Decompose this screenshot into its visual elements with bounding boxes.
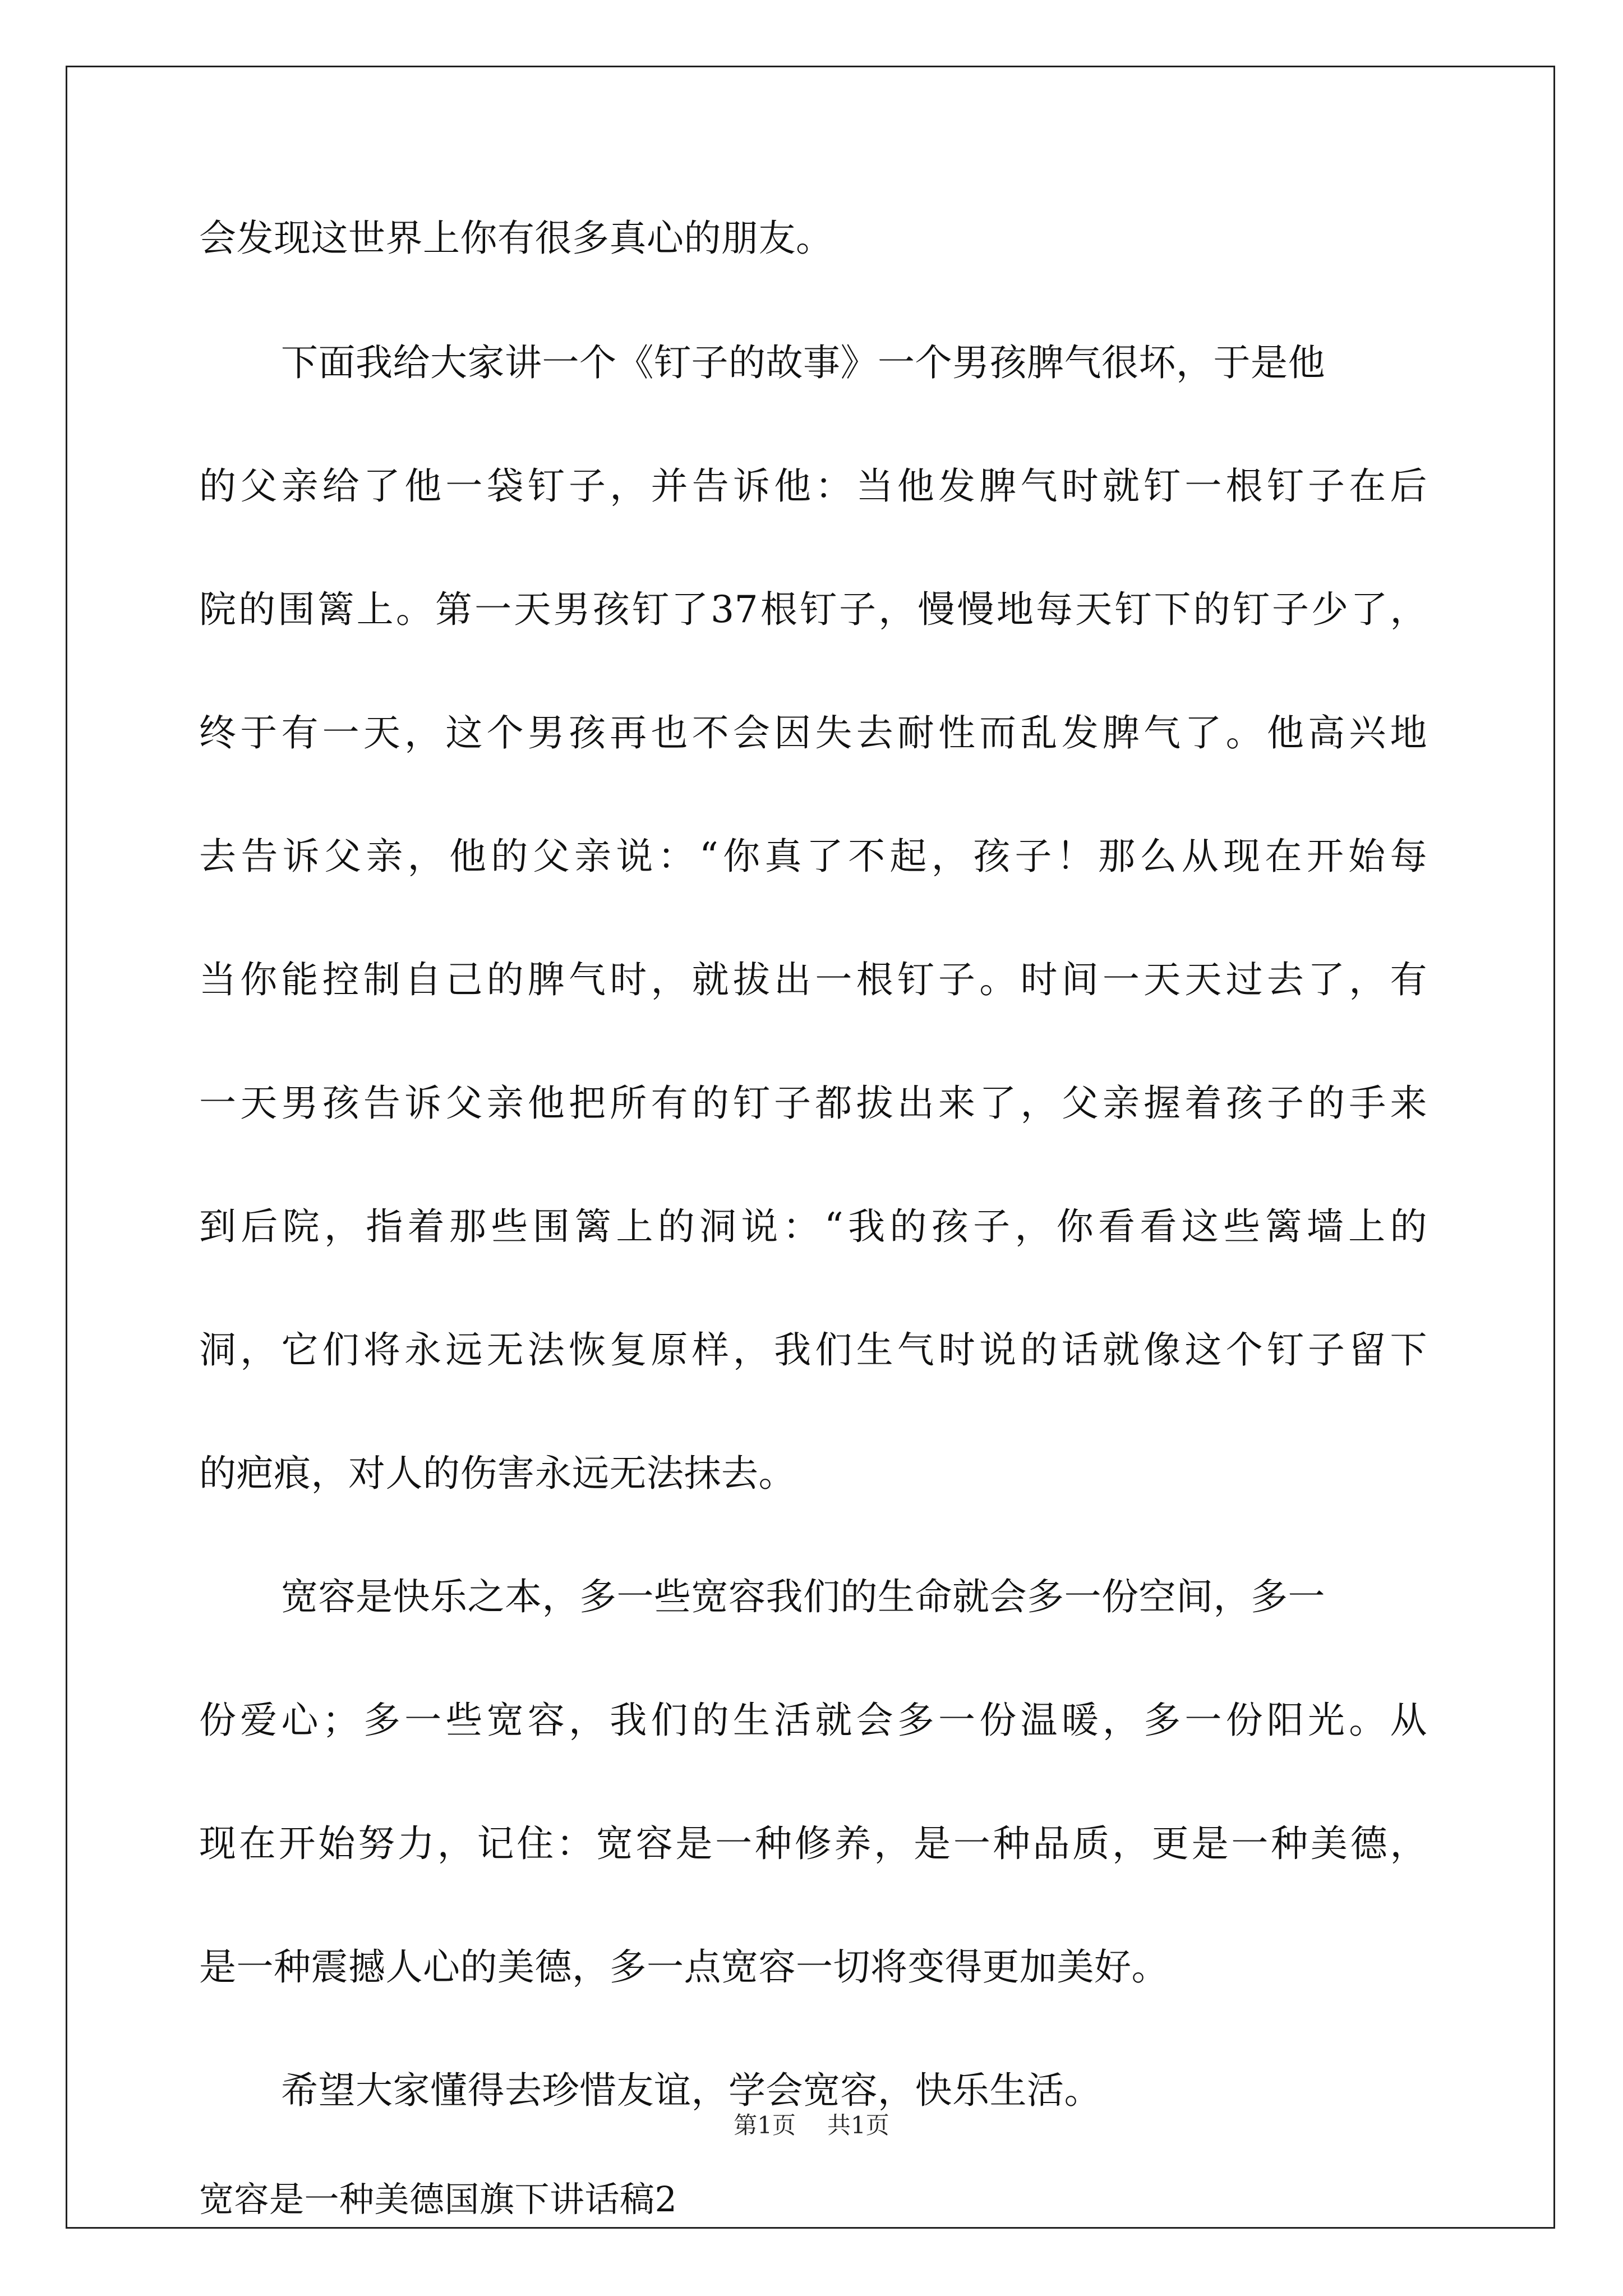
page-number: 第1页: [734, 2111, 796, 2139]
paragraph-line: 终于有一天，这个男孩再也不会因失去耐性而乱发脾气了。他高兴地: [199, 711, 1427, 754]
page-total: 共1页: [827, 2111, 889, 2139]
paragraph-line: 宽容是快乐之本，多一些宽容我们的生命就会多一份空间，多一: [281, 1575, 1325, 1618]
paragraph-line: 去告诉父亲，他的父亲说：“你真了不起，孩子！那么从现在开始每: [199, 835, 1427, 878]
paragraph-line: 希望大家懂得去珍惜友谊，学会宽容，快乐生活。: [281, 2069, 1101, 2112]
page-footer: [0, 2111, 1623, 2139]
section-heading: 宽容是一种美德国旗下讲话稿2: [199, 2179, 677, 2220]
paragraph-line: 份爱心；多一些宽容，我们的生活就会多一份温暖，多一份阳光。从: [199, 1699, 1427, 1742]
page-border: [66, 66, 1555, 2229]
paragraph-line: 下面我给大家讲一个《钉子的故事》一个男孩脾气很坏，于是他: [281, 341, 1325, 384]
paragraph-line: 的父亲给了他一袋钉子，并告诉他：当他发脾气时就钉一根钉子在后: [199, 464, 1427, 508]
paragraph-line: 会发现这世界上你有很多真心的朋友。: [199, 217, 833, 260]
paragraph-line: 洞，它们将永远无法恢复原样，我们生气时说的话就像这个钉子留下: [199, 1328, 1427, 1372]
paragraph-line: 到后院，指着那些围篱上的洞说：“我的孩子，你看看这些篱墙上的: [199, 1205, 1427, 1248]
paragraph-line: 的疤痕，对人的伤害永远无法抹去。: [199, 1452, 796, 1495]
paragraph-line: 当你能控制自己的脾气时，就拔出一根钉子。时间一天天过去了，有: [199, 958, 1427, 1001]
paragraph-line: 是一种震撼人心的美德，多一点宽容一切将变得更加美好。: [199, 1945, 1169, 1989]
paragraph-line: 院的围篱上。第一天男孩钉了37根钉子，慢慢地每天钉下的钉子少了，: [199, 588, 1427, 631]
paragraph-line: 现在开始努力，记住：宽容是一种修养，是一种品质，更是一种美德，: [199, 1822, 1427, 1865]
paragraph-line: 一天男孩告诉父亲他把所有的钉子都拔出来了，父亲握着孩子的手来: [199, 1082, 1427, 1125]
